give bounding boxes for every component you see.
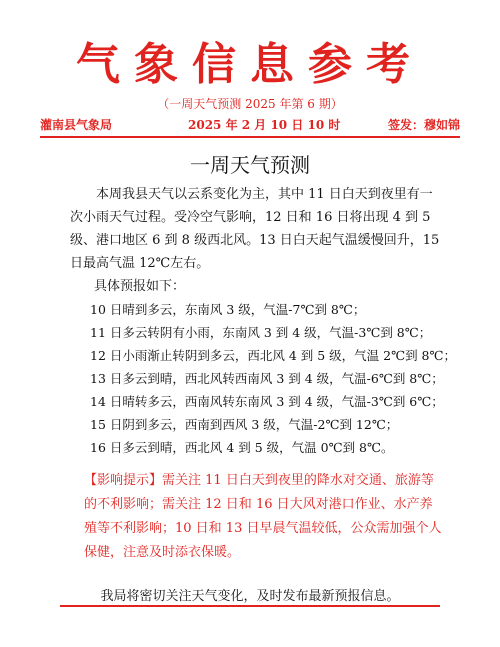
page-title: 一周天气预测 xyxy=(190,153,310,177)
forecast-day: 10 日晴到多云，东南风 3 级，气温-7℃到 8℃； xyxy=(90,302,366,317)
forecast-body xyxy=(70,183,456,459)
issuing-office: 灌南县气象局 xyxy=(40,118,113,132)
forecast-heading: 具体预报如下： xyxy=(94,279,186,294)
signer: 签发：穆如锦 xyxy=(387,118,460,132)
intro-paragraph: 本周我县天气以云系变化为主，其中 11 日白天到夜里有一次小雨天气过程。受冷空气影响，12 日和 16 日将出现 4 到 5 级、港口地区 6 到 8 级西北风。13 日白天起气温缓慢回升，15 日最高气温 12℃左右。 xyxy=(70,187,440,271)
forecast-day: 15 日阴到多云，西南到西风 3 级，气温-2℃到 12℃； xyxy=(90,417,399,432)
impact-notice-label: 【影响提示】 xyxy=(84,473,163,488)
forecast-day: 12 日小雨渐止转阴到多云，西北风 4 到 5 级，气温 2℃到 8℃； xyxy=(90,348,456,363)
issue-datetime: 2025 年 2 月 10 日 10 时 xyxy=(188,118,341,132)
issue-line: （一周天气预测 2025 年第 6 期） xyxy=(157,97,343,111)
masthead-title: 气象信息参考 xyxy=(76,39,424,90)
forecast-day: 14 日晴转多云，西南风转东南风 3 到 4 级，气温-3℃到 6℃； xyxy=(90,394,444,409)
forecast-day: 16 日多云到晴，西北风 4 到 5 级，气温 0℃到 8℃。 xyxy=(90,440,394,455)
closing-statement: 我局将密切关注天气变化，及时发布最新预报信息。 xyxy=(100,589,400,604)
header-meta-row xyxy=(40,116,460,132)
impact-notice-text: 需关注 11 日白天到夜里的降水对交通、旅游等的不利影响；需关注 12 日和 16 日大风对港口作业、水产养殖等不利影响；10 日和 13 日早晨气温较低，公众需加强个人保健，注意及时添衣保暖。 xyxy=(84,473,442,560)
impact-notice xyxy=(84,469,444,565)
forecast-day: 11 日多云转阴有小雨，东南风 3 到 4 级，气温-3℃到 8℃； xyxy=(90,325,432,340)
daily-forecast-list xyxy=(70,298,456,459)
footer-divider xyxy=(60,605,440,607)
header-divider xyxy=(40,136,460,138)
forecast-day: 13 日多云到晴，西北风转西南风 3 到 4 级，气温-6℃到 8℃； xyxy=(90,371,444,386)
